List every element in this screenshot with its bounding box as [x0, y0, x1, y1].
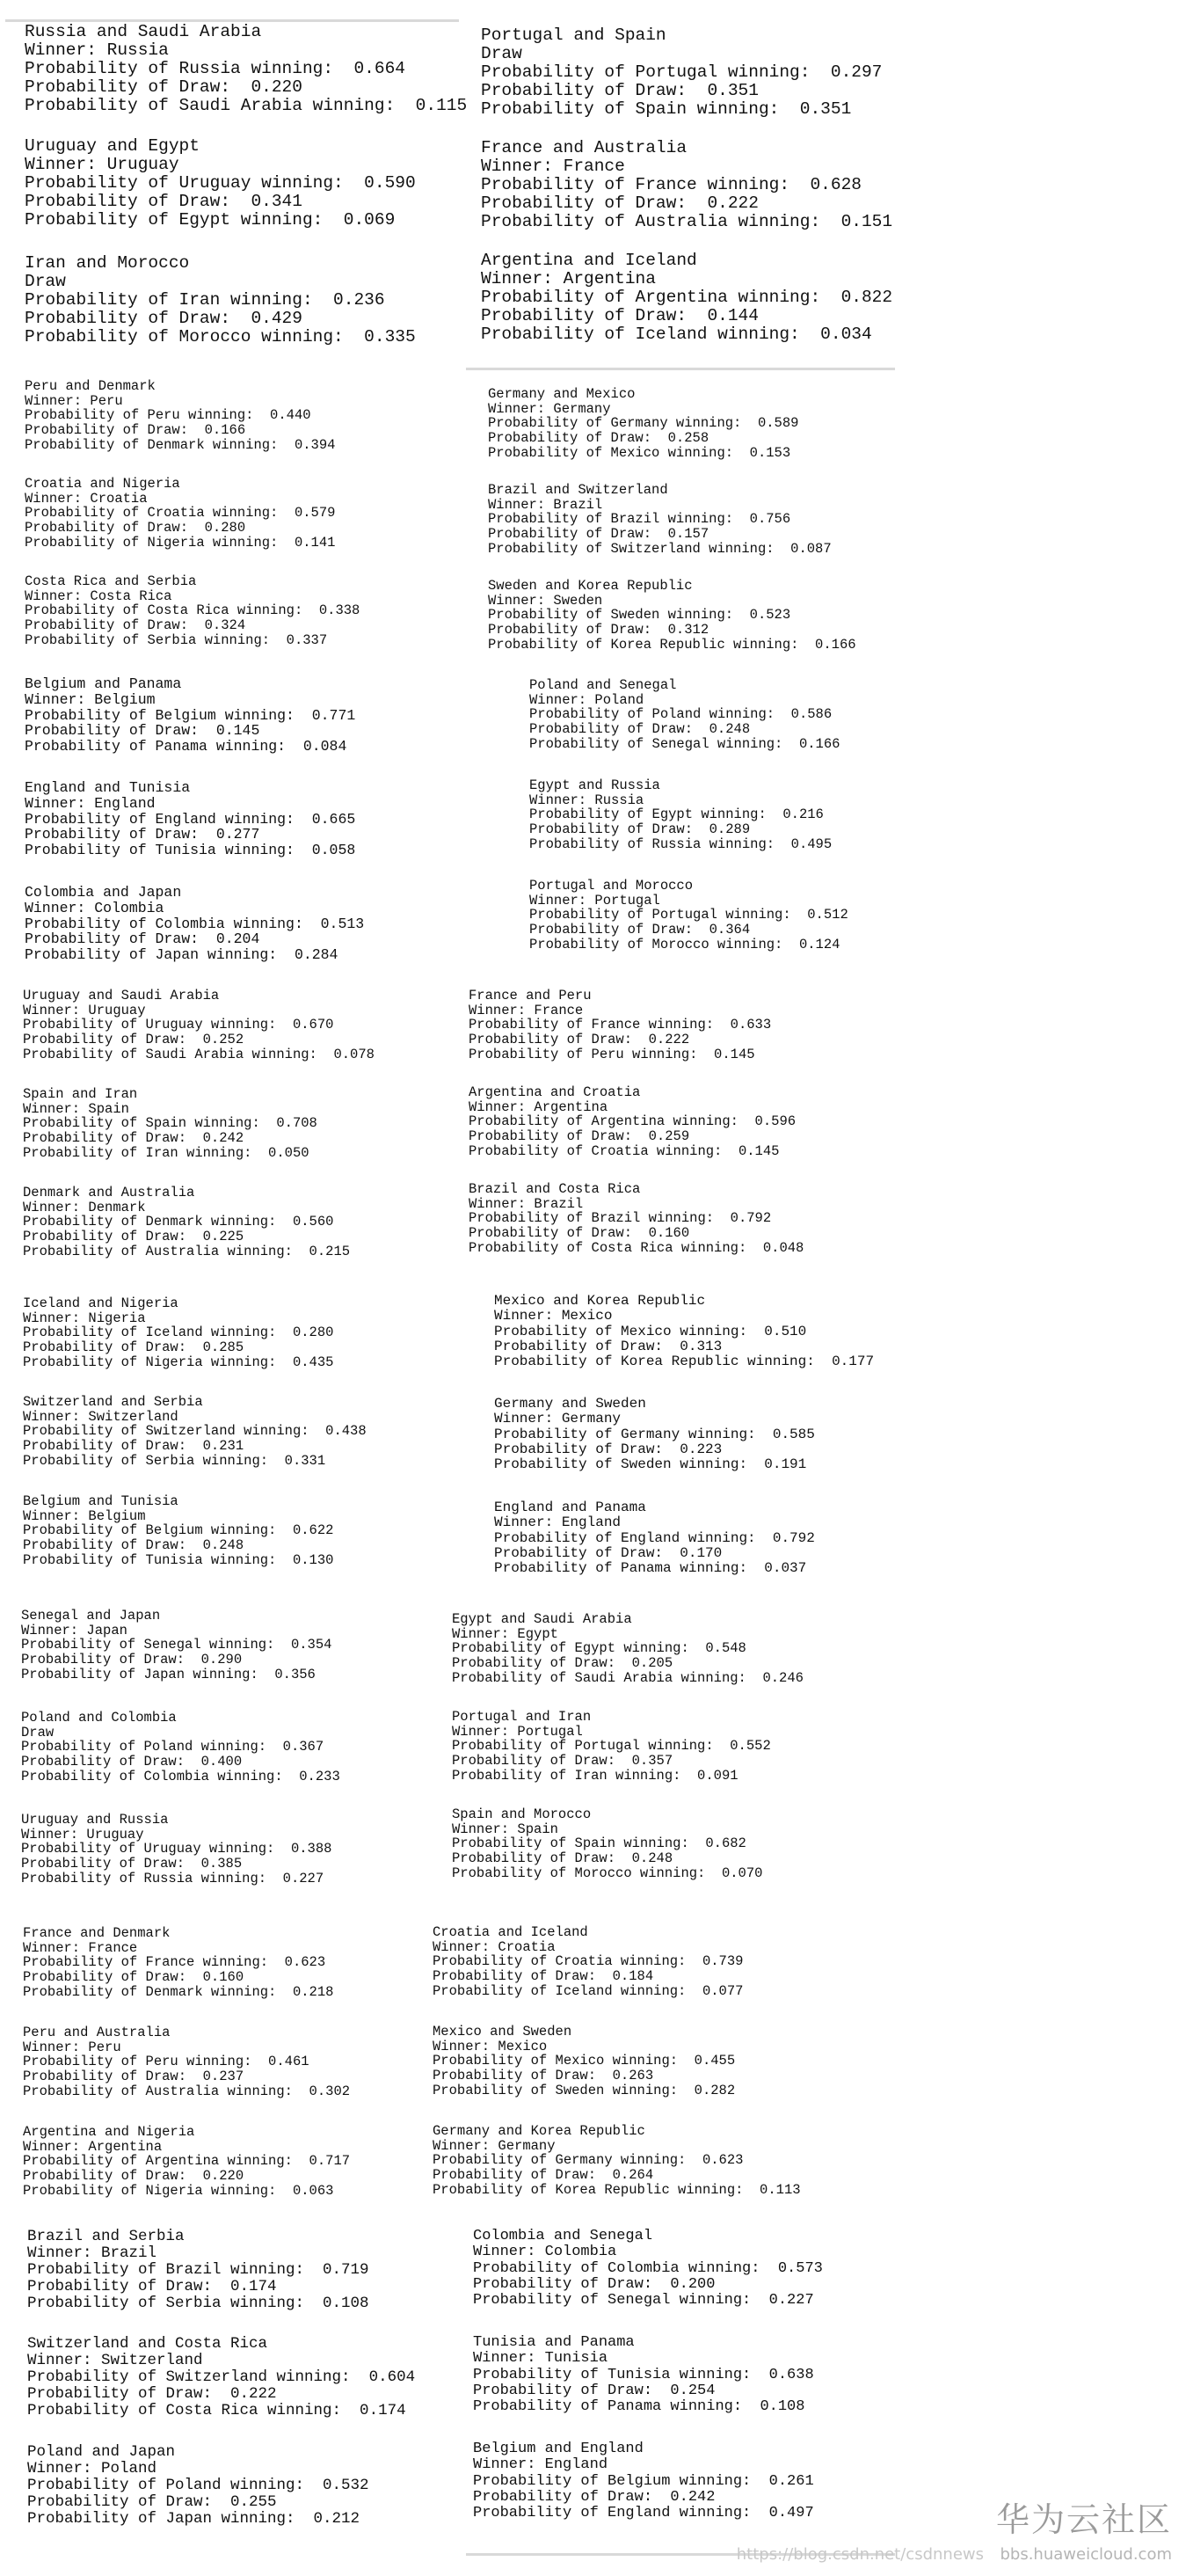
probability-line: Probability of Egypt winning: 0.548	[452, 1640, 746, 1657]
match-teams: Brazil and Costa Rica	[469, 1181, 641, 1197]
probability-line: Probability of Portugal winning: 0.552	[452, 1738, 771, 1755]
match-outcome: Winner: Uruguay	[23, 1002, 146, 1018]
match-teams: Croatia and Nigeria	[25, 476, 180, 492]
watermark-site: bbs.huaweicloud.com	[1000, 2545, 1172, 2564]
probability-line: Probability of Tunisia winning: 0.058	[25, 842, 356, 859]
match-result	[481, 252, 892, 344]
match-outcome: Winner: Croatia	[25, 490, 148, 507]
match-teams: Uruguay and Saudi Arabia	[23, 988, 220, 1003]
probability-line: Probability of Peru winning: 0.440	[25, 407, 311, 424]
match-teams: Uruguay and Russia	[21, 1812, 169, 1828]
probability-line: Probability of Switzerland winning: 0.604	[27, 2368, 416, 2386]
match-result	[25, 254, 416, 347]
probability-line: Probability of France winning: 0.633	[469, 1017, 772, 1033]
match-teams: Tunisia and Panama	[473, 2334, 635, 2351]
probability-line: Probability of Draw: 0.290	[21, 1652, 243, 1668]
probability-line: Probability of Draw: 0.144	[481, 306, 759, 326]
match-teams: Mexico and Sweden	[433, 2024, 572, 2040]
probability-line: Probability of Serbia winning: 0.108	[27, 2294, 369, 2312]
probability-line: Probability of Draw: 0.200	[473, 2276, 716, 2294]
match-result	[23, 1296, 333, 1370]
probability-line: Probability of Iceland winning: 0.034	[481, 325, 872, 345]
match-outcome: Winner: Germany	[433, 2137, 556, 2154]
match-result	[25, 137, 416, 230]
match-outcome: Winner: Nigeria	[23, 1310, 146, 1326]
probability-line: Probability of Draw: 0.289	[529, 821, 751, 838]
match-result	[494, 1397, 815, 1472]
probability-line: Probability of Draw: 0.280	[25, 520, 246, 536]
watermark-url: https://blog.csdn.net/csdnnews	[736, 2545, 984, 2564]
probability-line: Probability of Nigeria winning: 0.141	[25, 534, 336, 551]
match-teams: Colombia and Senegal	[473, 2228, 653, 2244]
probability-line: Probability of Argentina winning: 0.596	[469, 1113, 797, 1130]
probability-line: Probability of Brazil winning: 0.756	[488, 511, 791, 528]
match-teams: Poland and Colombia	[21, 1710, 177, 1726]
match-result	[21, 1813, 331, 1886]
match-outcome: Winner: Spain	[452, 1821, 558, 1837]
match-teams: France and Australia	[481, 138, 688, 157]
probability-line: Probability of Uruguay winning: 0.670	[23, 1017, 334, 1033]
match-outcome: Winner: Peru	[25, 392, 123, 409]
match-teams: Germany and Sweden	[494, 1396, 646, 1412]
match-result	[23, 1186, 350, 1259]
probability-line: Probability of Iran winning: 0.050	[23, 1144, 309, 1161]
match-result	[473, 2335, 814, 2416]
probability-line: Probability of Colombia winning: 0.573	[473, 2259, 823, 2277]
match-teams: Switzerland and Serbia	[23, 1394, 203, 1410]
match-teams: Croatia and Iceland	[433, 1924, 588, 1940]
probability-line: Probability of Draw: 0.160	[23, 1969, 244, 1986]
probability-line: Probability of Argentina winning: 0.717	[23, 2153, 351, 2170]
probability-line: Probability of Denmark winning: 0.560	[23, 1214, 334, 1230]
match-result	[25, 477, 335, 551]
probability-line: Probability of Draw: 0.264	[433, 2167, 654, 2184]
probability-line: Probability of Nigeria winning: 0.435	[23, 1354, 334, 1370]
probability-line: Probability of Draw: 0.364	[529, 922, 751, 938]
match-outcome: Winner: Colombia	[473, 2244, 617, 2261]
match-result	[21, 1711, 340, 1784]
probability-line: Probability of Egypt winning: 0.216	[529, 806, 824, 823]
divider-right-1	[466, 368, 895, 370]
probability-line: Probability of Brazil winning: 0.719	[27, 2260, 369, 2279]
probability-line: Probability of Draw: 0.242	[473, 2489, 716, 2507]
match-teams: Iran and Morocco	[25, 253, 190, 273]
match-outcome: Winner: Germany	[488, 400, 611, 417]
match-teams: Germany and Mexico	[488, 386, 636, 402]
match-result	[529, 879, 848, 952]
probability-line: Probability of Belgium winning: 0.622	[23, 1522, 334, 1539]
probability-line: Probability of Costa Rica winning: 0.048	[469, 1239, 804, 1256]
probability-line: Probability of Panama winning: 0.037	[494, 1560, 807, 1577]
probability-line: Probability of Draw: 0.170	[494, 1544, 723, 1561]
match-result	[25, 574, 360, 648]
probability-line: Probability of Belgium winning: 0.261	[473, 2472, 814, 2490]
probability-line: Probability of Tunisia winning: 0.130	[23, 1551, 334, 1568]
match-result	[481, 26, 882, 119]
match-outcome: Winner: France	[481, 157, 625, 177]
match-outcome: Winner: Poland	[529, 691, 644, 708]
match-outcome: Draw	[21, 1724, 55, 1740]
match-teams: Belgium and England	[473, 2441, 644, 2457]
probability-line: Probability of Draw: 0.324	[25, 617, 246, 634]
probability-line: Probability of Draw: 0.258	[488, 430, 709, 447]
probability-line: Probability of Draw: 0.166	[25, 422, 246, 439]
probability-line: Probability of Sweden winning: 0.191	[494, 1456, 807, 1473]
probability-line: Probability of Iceland winning: 0.280	[23, 1324, 334, 1341]
probability-line: Probability of Japan winning: 0.212	[27, 2509, 360, 2528]
probability-line: Probability of Draw: 0.255	[27, 2492, 277, 2511]
match-teams: France and Denmark	[23, 1925, 171, 1941]
probability-line: Probability of Draw: 0.222	[469, 1032, 690, 1048]
probability-line: Probability of Korea Republic winning: 0.113	[433, 2181, 801, 2198]
match-teams: Poland and Senegal	[529, 677, 677, 693]
match-outcome: Winner: Egypt	[452, 1625, 558, 1642]
match-result	[23, 1494, 333, 1568]
match-outcome: Winner: Croatia	[433, 1938, 556, 1955]
probability-line: Probability of Draw: 0.259	[469, 1128, 690, 1145]
probability-line: Probability of Draw: 0.248	[452, 1850, 673, 1867]
match-result	[529, 778, 832, 852]
probability-line: Probability of Draw: 0.312	[488, 622, 709, 639]
probability-line: Probability of Costa Rica winning: 0.174	[27, 2401, 406, 2419]
match-result	[23, 1087, 317, 1161]
probability-line: Probability of Germany winning: 0.585	[494, 1426, 815, 1442]
match-outcome: Winner: Belgium	[25, 690, 156, 708]
match-result	[25, 676, 355, 755]
probability-line: Probability of Australia winning: 0.215	[23, 1243, 351, 1259]
match-result	[433, 2025, 735, 2098]
probability-line: Probability of Poland winning: 0.367	[21, 1739, 324, 1755]
probability-line: Probability of Australia winning: 0.151	[481, 212, 893, 232]
probability-line: Probability of Saudi Arabia winning: 0.115	[25, 96, 468, 116]
match-teams: Peru and Denmark	[25, 378, 156, 394]
match-teams: Colombia and Japan	[25, 884, 182, 901]
probability-line: Probability of Nigeria winning: 0.063	[23, 2182, 334, 2199]
match-outcome: Winner: Uruguay	[21, 1826, 144, 1843]
probability-line: Probability of Draw: 0.341	[25, 192, 302, 212]
match-outcome: Winner: Switzerland	[23, 1408, 178, 1425]
match-teams: Brazil and Switzerland	[488, 482, 668, 498]
probability-line: Probability of Draw: 0.222	[27, 2384, 277, 2403]
match-result	[473, 2229, 823, 2310]
probability-line: Probability of Sweden winning: 0.523	[488, 607, 791, 624]
match-result	[23, 2025, 350, 2099]
probability-line: Probability of Spain winning: 0.708	[23, 1115, 317, 1132]
probability-line: Probability of Colombia winning: 0.513	[25, 915, 365, 932]
match-result	[27, 2229, 369, 2311]
probability-line: Probability of Saudi Arabia winning: 0.246	[452, 1669, 804, 1686]
match-result	[27, 2336, 415, 2419]
probability-line: Probability of Russia winning: 0.664	[25, 59, 405, 79]
probability-line: Probability of Draw: 0.223	[494, 1441, 723, 1457]
match-outcome: Winner: Peru	[23, 2039, 121, 2055]
probability-line: Probability of Iran winning: 0.091	[452, 1767, 739, 1784]
probability-line: Probability of Egypt winning: 0.069	[25, 210, 396, 230]
match-result	[488, 579, 856, 653]
match-outcome: Winner: Portugal	[452, 1723, 583, 1740]
match-outcome: Winner: Mexico	[494, 1308, 613, 1324]
match-outcome: Winner: England	[494, 1514, 622, 1531]
probability-line: Probability of Poland winning: 0.532	[27, 2476, 369, 2494]
match-outcome: Winner: Colombia	[25, 899, 164, 916]
probability-line: Probability of Draw: 0.242	[23, 1130, 244, 1147]
probability-line: Probability of Russia winning: 0.227	[21, 1870, 324, 1886]
match-teams: Belgium and Panama	[25, 675, 182, 692]
match-outcome: Winner: Russia	[25, 40, 169, 61]
probability-line: Probability of Tunisia winning: 0.638	[473, 2366, 814, 2383]
probability-line: Probability of Draw: 0.254	[473, 2383, 716, 2400]
probability-line: Probability of Draw: 0.351	[481, 81, 759, 101]
probability-line: Probability of Draw: 0.357	[452, 1753, 673, 1770]
match-result	[21, 1609, 331, 1682]
match-outcome: Winner: France	[469, 1002, 584, 1018]
match-result	[481, 139, 892, 231]
probability-line: Probability of Draw: 0.400	[21, 1754, 243, 1770]
probability-line: Probability of France winning: 0.628	[481, 175, 862, 195]
probability-line: Probability of Morocco winning: 0.124	[529, 936, 840, 952]
match-outcome: Winner: Argentina	[469, 1098, 608, 1115]
probability-line: Probability of Panama winning: 0.108	[473, 2398, 805, 2416]
probability-line: Probability of Peru winning: 0.461	[23, 2054, 309, 2070]
probability-line: Probability of Switzerland winning: 0.087	[488, 540, 832, 557]
match-teams: Poland and Japan	[27, 2443, 176, 2461]
probability-line: Probability of Draw: 0.205	[452, 1655, 673, 1672]
match-outcome: Winner: England	[25, 794, 156, 812]
match-teams: Mexico and Korea Republic	[494, 1293, 706, 1309]
match-outcome: Winner: Argentina	[481, 269, 656, 289]
match-result	[452, 1710, 771, 1784]
probability-line: Probability of Croatia winning: 0.579	[25, 505, 336, 522]
probability-line: Probability of Australia winning: 0.302	[23, 2083, 351, 2099]
match-outcome: Winner: Brazil	[469, 1195, 584, 1212]
probability-line: Probability of Mexico winning: 0.510	[494, 1323, 807, 1339]
probability-line: Probability of Serbia winning: 0.337	[25, 631, 328, 648]
match-teams: France and Peru	[469, 988, 592, 1003]
match-teams: Argentina and Croatia	[469, 1084, 641, 1100]
probability-line: Probability of Spain winning: 0.682	[452, 1835, 746, 1852]
match-outcome: Winner: Argentina	[23, 2138, 163, 2155]
probability-line: Probability of Draw: 0.231	[23, 1438, 244, 1455]
match-teams: Sweden and Korea Republic	[488, 578, 693, 594]
match-result	[452, 1612, 804, 1686]
probability-line: Probability of Croatia winning: 0.739	[433, 1953, 744, 1970]
match-result	[473, 2441, 814, 2522]
probability-line: Probability of Senegal winning: 0.354	[21, 1637, 332, 1653]
probability-line: Probability of Draw: 0.429	[25, 309, 302, 329]
probability-line: Probability of Germany winning: 0.589	[488, 415, 799, 432]
probability-line: Probability of Iran winning: 0.236	[25, 290, 385, 310]
match-outcome: Winner: Tunisia	[473, 2350, 608, 2368]
probability-line: Probability of Korea Republic winning: 0.166	[488, 636, 856, 653]
watermark-brand: 华为云社区	[995, 2500, 1172, 2539]
match-result	[494, 1500, 815, 1576]
match-teams: England and Panama	[494, 1500, 646, 1515]
match-result	[469, 1182, 804, 1256]
probability-line: Probability of Draw: 0.385	[21, 1856, 243, 1872]
probability-line: Probability of Draw: 0.157	[488, 526, 709, 543]
match-teams: Peru and Australia	[23, 2025, 171, 2040]
match-outcome: Winner: Brazil	[488, 496, 603, 513]
probability-line: Probability of Draw: 0.237	[23, 2069, 244, 2085]
match-teams: Uruguay and Egypt	[25, 136, 200, 156]
match-outcome: Winner: Japan	[21, 1622, 127, 1638]
match-teams: Argentina and Iceland	[481, 251, 697, 270]
probability-line: Probability of Germany winning: 0.623	[433, 2152, 744, 2169]
probability-line: Probability of Draw: 0.263	[433, 2068, 654, 2084]
match-result	[23, 2125, 350, 2199]
match-result	[23, 989, 375, 1062]
match-teams: Argentina and Nigeria	[23, 2124, 195, 2140]
match-result	[494, 1294, 874, 1369]
probability-line: Probability of Denmark winning: 0.394	[25, 436, 336, 453]
probability-line: Probability of Poland winning: 0.586	[529, 706, 833, 723]
match-teams: Denmark and Australia	[23, 1185, 195, 1200]
probability-line: Probability of Mexico winning: 0.153	[488, 444, 791, 461]
match-result	[452, 1807, 762, 1881]
probability-line: Probability of Draw: 0.174	[27, 2277, 277, 2295]
match-teams: Senegal and Japan	[21, 1608, 161, 1624]
match-result	[488, 483, 832, 557]
match-outcome: Winner: Portugal	[529, 892, 660, 909]
probability-line: Probability of Portugal winning: 0.297	[481, 62, 883, 83]
match-outcome: Winner: Russia	[529, 792, 644, 808]
match-teams: Spain and Iran	[23, 1086, 138, 1102]
match-result	[469, 1085, 796, 1159]
probability-line: Probability of England winning: 0.792	[494, 1529, 815, 1546]
probability-line: Probability of Portugal winning: 0.512	[529, 907, 848, 923]
match-outcome: Winner: Belgium	[23, 1507, 146, 1524]
probability-line: Probability of Mexico winning: 0.455	[433, 2053, 736, 2069]
match-result	[25, 23, 467, 115]
match-teams: Spain and Morocco	[452, 1806, 592, 1822]
match-teams: Brazil and Serbia	[27, 2228, 185, 2245]
match-teams: Egypt and Saudi Arabia	[452, 1611, 632, 1627]
probability-line: Probability of Draw: 0.277	[25, 826, 260, 843]
match-result	[488, 387, 798, 461]
probability-line: Probability of Draw: 0.145	[25, 722, 260, 740]
match-outcome: Draw	[481, 44, 522, 64]
probability-line: Probability of Draw: 0.220	[25, 77, 302, 98]
match-result	[529, 678, 840, 752]
match-result	[433, 2124, 801, 2198]
probability-line: Probability of Draw: 0.248	[529, 721, 751, 738]
probability-line: Probability of Draw: 0.220	[23, 2168, 244, 2185]
match-teams: Portugal and Morocco	[529, 878, 694, 894]
match-teams: Belgium and Tunisia	[23, 1493, 178, 1509]
match-outcome: Winner: Germany	[494, 1411, 622, 1427]
probability-line: Probability of Denmark winning: 0.218	[23, 1983, 334, 2000]
match-outcome: Winner: Costa Rica	[25, 587, 172, 604]
match-teams: Switzerland and Costa Rica	[27, 2335, 268, 2353]
match-outcome: Winner: Switzerland	[27, 2351, 203, 2369]
probability-line: Probability of Draw: 0.285	[23, 1339, 244, 1356]
probability-line: Probability of Morocco winning: 0.070	[452, 1864, 763, 1881]
probability-line: Probability of Uruguay winning: 0.590	[25, 173, 416, 193]
probability-line: Probability of Spain winning: 0.351	[481, 99, 852, 120]
probability-line: Probability of Draw: 0.248	[23, 1537, 244, 1554]
match-outcome: Winner: Poland	[27, 2459, 157, 2477]
probability-line: Probability of Panama winning: 0.084	[25, 738, 347, 755]
probability-line: Probability of Senegal winning: 0.227	[473, 2292, 814, 2310]
probability-line: Probability of Colombia winning: 0.233	[21, 1768, 340, 1784]
match-outcome: Winner: France	[23, 1939, 138, 1956]
probability-line: Probability of Japan winning: 0.284	[25, 946, 338, 964]
probability-line: Probability of England winning: 0.497	[473, 2505, 814, 2522]
match-result	[469, 989, 771, 1062]
probability-line: Probability of Draw: 0.225	[23, 1229, 244, 1245]
match-outcome: Winner: Denmark	[23, 1199, 146, 1215]
probability-line: Probability of Sweden winning: 0.282	[433, 2082, 736, 2098]
probability-line: Probability of Senegal winning: 0.166	[529, 735, 840, 752]
probability-line: Probability of Belgium winning: 0.771	[25, 706, 356, 724]
probability-line: Probability of England winning: 0.665	[25, 810, 356, 828]
match-teams: England and Tunisia	[25, 779, 191, 796]
probability-line: Probability of Draw: 0.252	[23, 1032, 244, 1048]
match-result	[23, 1395, 367, 1469]
match-outcome: Winner: Sweden	[488, 592, 603, 609]
probability-line: Probability of Brazil winning: 0.792	[469, 1210, 772, 1227]
probability-line: Probability of Costa Rica winning: 0.338	[25, 602, 360, 619]
probability-line: Probability of Saudi Arabia winning: 0.078	[23, 1046, 375, 1062]
probability-line: Probability of Argentina winning: 0.822	[481, 288, 893, 308]
match-teams: Egypt and Russia	[529, 777, 660, 793]
probability-line: Probability of Croatia winning: 0.145	[469, 1142, 780, 1159]
probability-line: Probability of Draw: 0.222	[481, 193, 759, 214]
match-result	[25, 780, 355, 858]
probability-line: Probability of Morocco winning: 0.335	[25, 327, 416, 347]
match-teams: Portugal and Spain	[481, 26, 666, 45]
match-teams: Costa Rica and Serbia	[25, 573, 197, 589]
probability-line: Probability of Draw: 0.204	[25, 930, 260, 948]
probability-line: Probability of Japan winning: 0.356	[21, 1666, 316, 1682]
probability-line: Probability of Serbia winning: 0.331	[23, 1452, 326, 1469]
match-teams: Iceland and Nigeria	[23, 1295, 178, 1311]
match-outcome: Winner: Brazil	[27, 2244, 157, 2262]
probability-line: Probability of Draw: 0.160	[469, 1225, 690, 1242]
match-teams: Russia and Saudi Arabia	[25, 22, 262, 41]
match-outcome: Winner: England	[473, 2456, 608, 2474]
match-outcome: Winner: Mexico	[433, 2038, 548, 2054]
probability-line: Probability of Korea Republic winning: 0.177	[494, 1354, 875, 1370]
probability-line: Probability of Iceland winning: 0.077	[433, 1982, 744, 1999]
probability-line: Probability of Draw: 0.184	[433, 1968, 654, 1985]
probability-line: Probability of Russia winning: 0.495	[529, 836, 833, 852]
probability-line: Probability of Uruguay winning: 0.388	[21, 1841, 332, 1857]
match-outcome: Draw	[25, 272, 66, 292]
probability-line: Probability of Draw: 0.313	[494, 1338, 723, 1354]
match-outcome: Winner: Uruguay	[25, 155, 179, 175]
match-result	[433, 1925, 743, 1999]
probability-line: Probability of Peru winning: 0.145	[469, 1046, 755, 1062]
match-result	[23, 1926, 333, 2000]
match-result	[27, 2444, 369, 2527]
probability-line: Probability of Switzerland winning: 0.438	[23, 1423, 367, 1440]
match-teams: Portugal and Iran	[452, 1709, 592, 1725]
match-result	[25, 885, 364, 963]
match-outcome: Winner: Spain	[23, 1100, 129, 1117]
match-teams: Germany and Korea Republic	[433, 2123, 645, 2139]
match-result	[25, 379, 335, 453]
probability-line: Probability of France winning: 0.623	[23, 1954, 326, 1971]
